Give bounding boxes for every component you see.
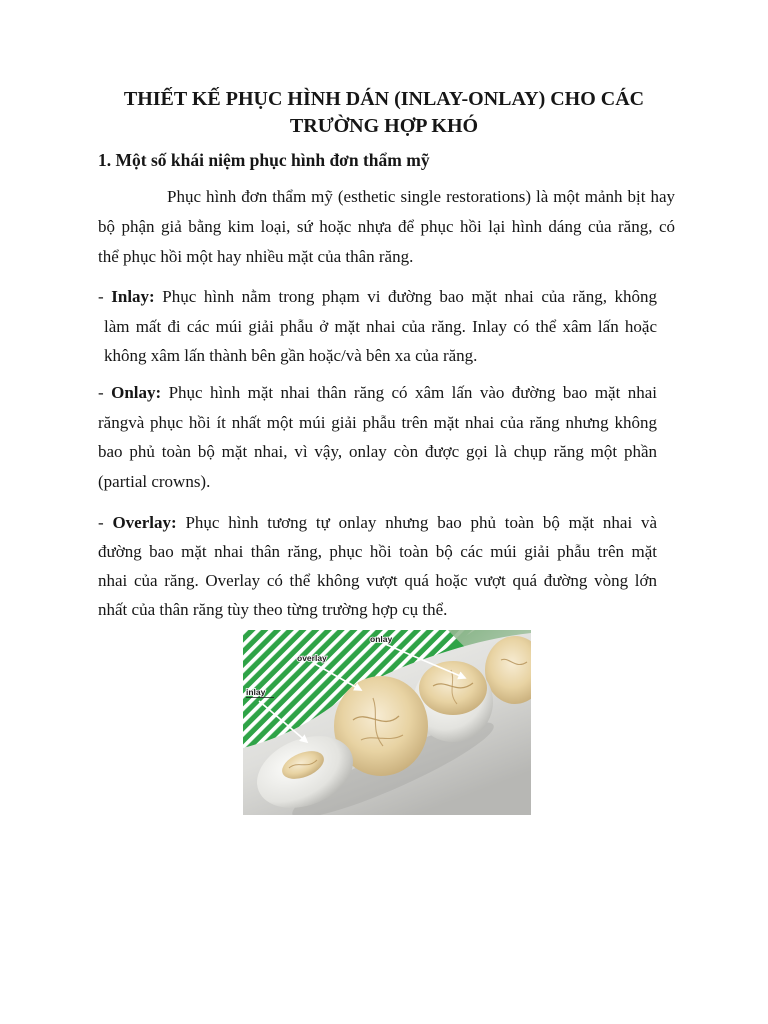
overlay-label: overlay (297, 653, 327, 663)
paragraph-line: nhai của răng. Overlay có thể không vượt quá hoặc vượt quá đường vòng lớn (98, 570, 657, 590)
definition-text: Phục hình tương tự onlay nhưng bao phủ toàn bộ mặt nhai và (185, 512, 657, 532)
onlay-label: onlay (370, 634, 393, 644)
list-dash: - (98, 383, 104, 402)
term-label: Overlay: (112, 512, 177, 532)
section-heading: 1. Một số khái niệm phục hình đơn thẩm mỹ (98, 150, 430, 170)
term-label: Inlay: (111, 287, 155, 306)
paragraph-line: đường bao mặt nhai thân răng, phục hồi toàn bộ các múi giải phẫu trên mặt (98, 541, 657, 561)
paragraph-line (98, 378, 657, 408)
paragraph-line: Phục hình đơn thẩm mỹ (esthetic single restorations) là một mảnh bịt hay (167, 187, 675, 206)
list-dash: - (98, 512, 104, 532)
definition-text: Phục hình nằm trong phạm vi đường bao mặt nhai của răng, không (162, 287, 658, 306)
paragraph-line: bộ phận giả bằng kim loại, sứ hoặc nhựa để phục hồi lại hình dáng của răng, có (98, 217, 675, 236)
intro-paragraph (98, 182, 675, 272)
paragraph-line: không xâm lấn thành bên gần hoặc/và bên xa của răng. (104, 346, 478, 365)
title-line: TRƯỜNG HỢP KHÓ (289, 115, 479, 137)
list-dash: - (98, 287, 104, 306)
paragraph-line: nhất của thân răng tùy theo từng trường hợp cụ thể. (98, 599, 448, 619)
term-label: Onlay: (111, 383, 162, 402)
paragraph-line (98, 508, 657, 537)
document-title (0, 86, 768, 140)
definition-inlay (98, 282, 657, 371)
paragraph-line: (partial crowns). (98, 472, 211, 492)
title-line: THIẾT KẾ PHỤC HÌNH DÁN (INLAY-ONLAY) CHO CÁC (123, 88, 645, 110)
paragraph-line: làm mất đi các múi giải phẫu ở mặt nhai của răng. Inlay có thể xâm lấn hoặc (104, 316, 657, 336)
definition-onlay (98, 378, 657, 497)
dental-restoration-photo (243, 630, 531, 815)
paragraph-line: bao phủ toàn bộ mặt nhai, vì vậy, onlay còn được gọi là chụp răng một phần (98, 442, 657, 462)
paragraph-line (98, 282, 657, 312)
definition-overlay (98, 508, 657, 624)
paragraph-line: thể phục hồi một hay nhiều mặt của thân răng. (98, 247, 414, 266)
inlay-label: inlay (246, 687, 266, 697)
definition-text: Phục hình mặt nhai thân răng có xâm lấn vào đường bao mặt nhai (168, 383, 658, 402)
paragraph-line: răngvà phục hồi ít nhất một múi giải phẫu trên mặt nhai của răng nhưng không (98, 412, 657, 432)
